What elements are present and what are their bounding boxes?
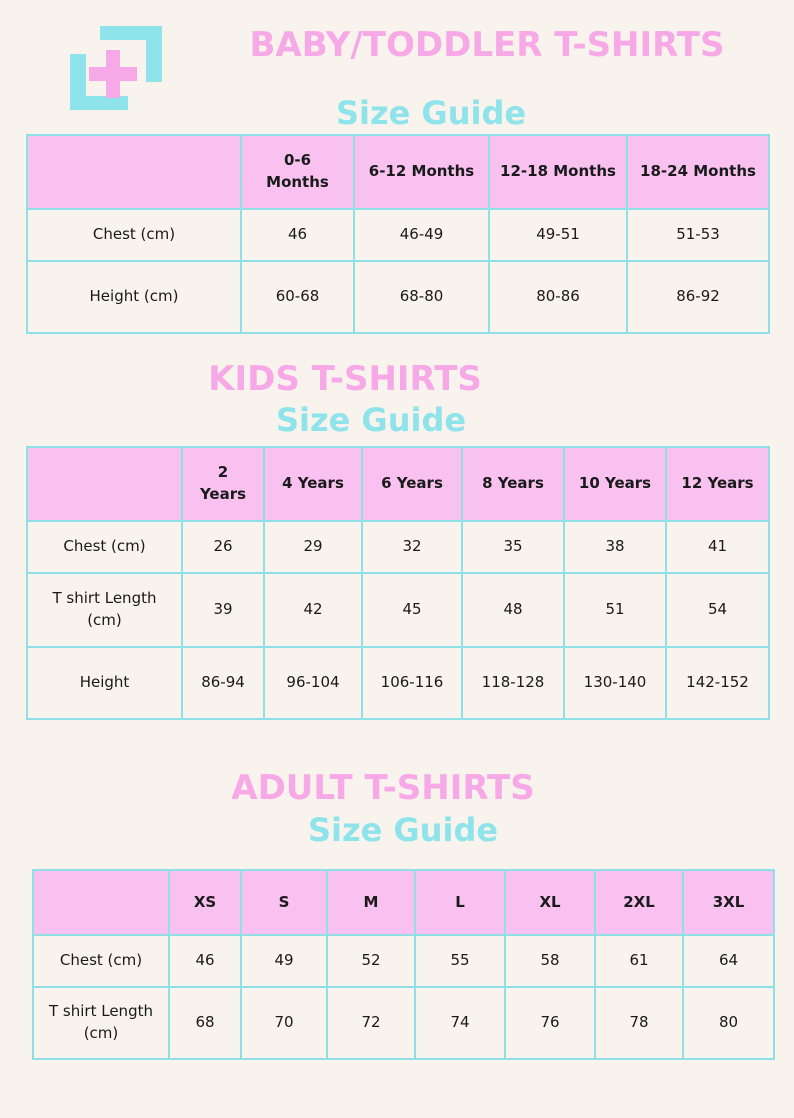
table-header-cell xyxy=(33,870,169,935)
baby-section-subtitle: Size Guide xyxy=(335,94,527,132)
row-label: Height xyxy=(27,647,182,719)
table-cell: 72 xyxy=(327,987,415,1059)
table-cell: 55 xyxy=(415,935,505,987)
adult-section-title: ADULT T-SHIRTS xyxy=(231,768,535,808)
table-row xyxy=(27,209,769,261)
table-cell: 32 xyxy=(362,521,462,573)
table-cell: 26 xyxy=(182,521,264,573)
adult-section-subtitle: Size Guide xyxy=(307,811,499,849)
table-cell: 35 xyxy=(462,521,564,573)
table-cell: 51-53 xyxy=(627,209,769,261)
table-cell: 46 xyxy=(241,209,354,261)
table-cell: 78 xyxy=(595,987,683,1059)
table-header-cell: XS xyxy=(169,870,241,935)
table-header-cell: S xyxy=(241,870,327,935)
table-cell: 142-152 xyxy=(666,647,769,719)
table-cell: 118-128 xyxy=(462,647,564,719)
table-cell: 96-104 xyxy=(264,647,362,719)
table-header-cell: 4 Years xyxy=(264,447,362,521)
table-header-cell: 2XL xyxy=(595,870,683,935)
table-cell: 42 xyxy=(264,573,362,647)
table-cell: 29 xyxy=(264,521,362,573)
table-cell: 52 xyxy=(327,935,415,987)
table-header-cell xyxy=(27,447,182,521)
table-header-cell: 12-18 Months xyxy=(489,135,627,209)
table-cell: 58 xyxy=(505,935,595,987)
table-row xyxy=(27,647,769,719)
table-cell: 48 xyxy=(462,573,564,647)
table-cell: 74 xyxy=(415,987,505,1059)
table-row xyxy=(33,935,774,987)
table-row xyxy=(27,573,769,647)
table-row xyxy=(33,987,774,1059)
table-header-cell: 6-12 Months xyxy=(354,135,489,209)
baby-size-table xyxy=(26,134,770,334)
baby-section-title: BABY/TODDLER T-SHIRTS xyxy=(249,25,725,65)
table-cell: 38 xyxy=(564,521,666,573)
row-label: Chest (cm) xyxy=(33,935,169,987)
table-header-cell: XL xyxy=(505,870,595,935)
table-cell: 45 xyxy=(362,573,462,647)
table-cell: 86-92 xyxy=(627,261,769,333)
table-cell: 80 xyxy=(683,987,774,1059)
table-cell: 130-140 xyxy=(564,647,666,719)
table-cell: 68-80 xyxy=(354,261,489,333)
table-cell: 54 xyxy=(666,573,769,647)
table-header-cell: 8 Years xyxy=(462,447,564,521)
table-cell: 49 xyxy=(241,935,327,987)
table-row xyxy=(27,261,769,333)
table-cell: 46-49 xyxy=(354,209,489,261)
table-cell: 46 xyxy=(169,935,241,987)
table-header-cell: 10 Years xyxy=(564,447,666,521)
table-header-cell: 0-6 Months xyxy=(241,135,354,209)
table-cell: 106-116 xyxy=(362,647,462,719)
table-cell: 80-86 xyxy=(489,261,627,333)
table-cell: 51 xyxy=(564,573,666,647)
table-row xyxy=(27,521,769,573)
table-header-cell: M xyxy=(327,870,415,935)
row-label: T shirt Length (cm) xyxy=(27,573,182,647)
kids-section-subtitle: Size Guide xyxy=(275,401,467,439)
row-label: Chest (cm) xyxy=(27,209,241,261)
table-header-cell: 12 Years xyxy=(666,447,769,521)
row-label: Chest (cm) xyxy=(27,521,182,573)
table-cell: 86-94 xyxy=(182,647,264,719)
table-cell: 76 xyxy=(505,987,595,1059)
table-cell: 61 xyxy=(595,935,683,987)
table-header-cell xyxy=(27,135,241,209)
table-header-cell: 2 Years xyxy=(182,447,264,521)
table-cell: 41 xyxy=(666,521,769,573)
table-cell: 68 xyxy=(169,987,241,1059)
table-header-cell: 18-24 Months xyxy=(627,135,769,209)
table-header-cell: 3XL xyxy=(683,870,774,935)
table-cell: 49-51 xyxy=(489,209,627,261)
table-cell: 39 xyxy=(182,573,264,647)
table-cell: 60-68 xyxy=(241,261,354,333)
table-cell: 70 xyxy=(241,987,327,1059)
row-label: Height (cm) xyxy=(27,261,241,333)
kids-size-table xyxy=(26,446,770,720)
kids-section-title: KIDS T-SHIRTS xyxy=(208,359,482,399)
row-label: T shirt Length (cm) xyxy=(33,987,169,1059)
table-header-cell: L xyxy=(415,870,505,935)
adult-size-table xyxy=(32,869,775,1060)
table-header-cell: 6 Years xyxy=(362,447,462,521)
table-cell: 64 xyxy=(683,935,774,987)
